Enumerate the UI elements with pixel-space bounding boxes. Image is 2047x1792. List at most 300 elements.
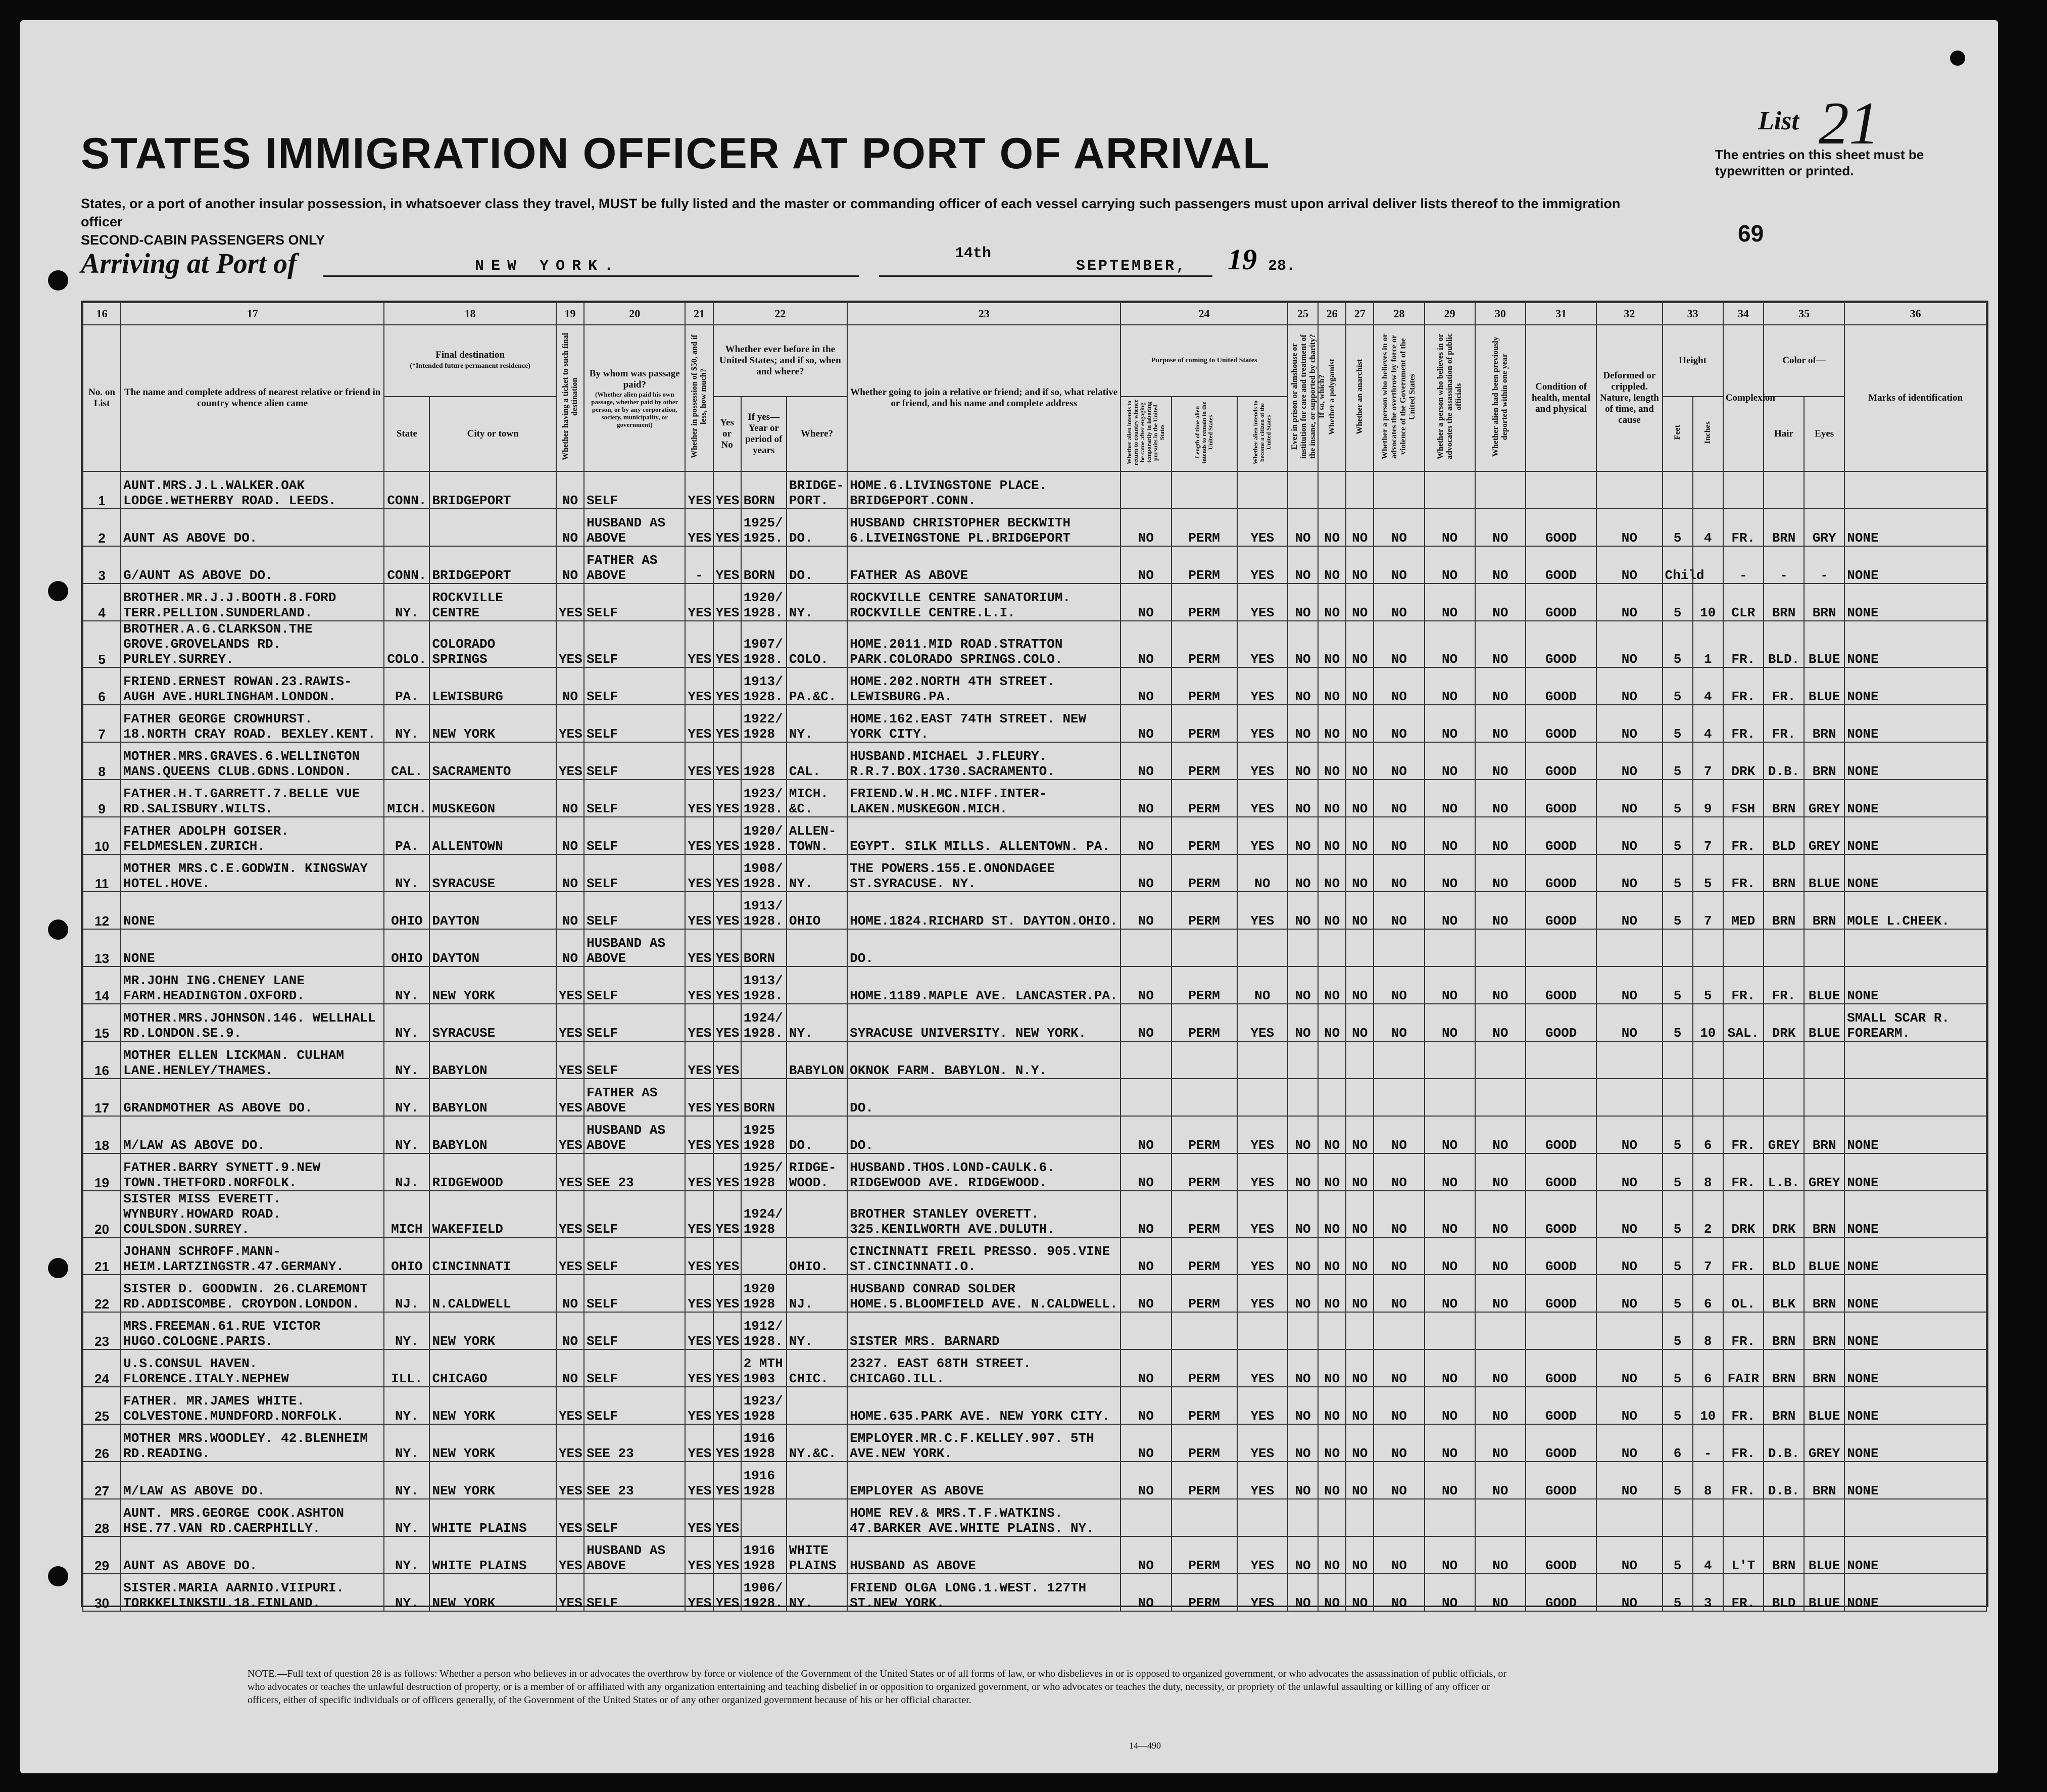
manifest-table [82, 302, 1987, 1612]
cell-relative: AUNT.MRS.J.L.WALKER.OAK LODGE.WETHERBY ROAD. LEEDS. [121, 471, 384, 509]
cell-fifty: - [685, 546, 713, 584]
table-row [83, 621, 1986, 667]
cell-relative: SISTER MISS EVERETT. WYNBURY.HOWARD ROAD. COULSDON.SURREY. [121, 1191, 384, 1237]
cell-passage: SELF [584, 780, 685, 817]
cell-eyes [1804, 471, 1844, 509]
cell-health: GOOD [1526, 1424, 1596, 1462]
cell-deport: NO [1475, 1191, 1526, 1237]
cell-ticket: NO [556, 1275, 584, 1312]
cell-deformed: NO [1596, 705, 1662, 742]
cell-where [787, 929, 847, 966]
cell-no: 9 [83, 780, 121, 817]
cell-years: 1913/ 1928. [741, 966, 787, 1004]
cell-where [787, 1387, 847, 1424]
cell-p_c: YES [1237, 1275, 1288, 1312]
cell-p_c: YES [1237, 621, 1288, 667]
cell-disb: NO [1425, 966, 1475, 1004]
cell-polyg: NO [1318, 817, 1346, 854]
header-hair: Hair [1764, 397, 1804, 471]
cell-no: 3 [83, 546, 121, 584]
cell-overth [1374, 471, 1424, 509]
cell-where [787, 1499, 847, 1536]
cell-marks: NONE [1844, 854, 1986, 892]
cell-deformed: NO [1596, 1574, 1662, 1611]
cell-city: ALLENTOWN [429, 817, 556, 854]
cell-city: NEW YORK [429, 966, 556, 1004]
cell-join: CINCINNATI FREIL PRESSO. 905.VINE ST.CINCINNATI.O. [847, 1237, 1120, 1275]
table-row [83, 1312, 1986, 1349]
cell-relative: MR.JOHN ING.CHENEY LANE FARM.HEADINGTON.OXFORD. [121, 966, 384, 1004]
cell-marks: NONE [1844, 1424, 1986, 1462]
instructions-line2: SECOND-CABIN PASSENGERS ONLY [81, 232, 325, 248]
cell-compl: OL. [1723, 1275, 1764, 1312]
cell-no: 6 [83, 667, 121, 705]
cell-p_c: YES [1237, 780, 1288, 817]
cell-yes: YES [713, 1349, 741, 1387]
purpose-length-label: Length of time alien intends to remain in the United States [1194, 402, 1214, 463]
cell-overth [1374, 1499, 1424, 1536]
cell-polyg: NO [1318, 1424, 1346, 1462]
cell-health: GOOD [1526, 1116, 1596, 1153]
cell-marks: NONE [1844, 667, 1986, 705]
cell-overth [1374, 1041, 1424, 1079]
cell-city: SACRAMENTO [429, 742, 556, 780]
cell-years: BORN [741, 471, 787, 509]
footnote: NOTE.—Full text of question 28 is as follows: Whether a person who believes in or advocates the overthrow by force or violence of the Government of the United States or of all forms of law, or who disbelieves in or is opposed to organized government, or who advocates the assassination of public officials, or who advocates or teaches the unlawful destruction of property, or is a member of or affiliated with any organization entertaining and teaching disbelief in or opposition to organized government, or who advocates or teaches the duty, necessity, or propriety of the unlawful assaulting or killing of any officer or officers, either of specific individuals or of officers generally, of the Government of the United States or of any other organized government because of his or her official character. [248, 1668, 1506, 1706]
cell-p_a: NO [1120, 584, 1171, 621]
cell-feet [1663, 471, 1693, 509]
cell-disb: NO [1425, 854, 1475, 892]
cell-p_c: YES [1237, 817, 1288, 854]
cell-p_b: PERM [1172, 1387, 1237, 1424]
cell-inches: 7 [1693, 817, 1723, 854]
cell-p_c: YES [1237, 1424, 1288, 1462]
arrival-year-suffix: 28. [1268, 258, 1296, 275]
cell-eyes: BRN [1804, 892, 1844, 929]
cell-polyg: NO [1318, 705, 1346, 742]
cell-prison: NO [1288, 1424, 1318, 1462]
cell-polyg: NO [1318, 1191, 1346, 1237]
cell-ticket: YES [556, 584, 584, 621]
cell-compl: FR. [1723, 1116, 1764, 1153]
cell-relative: FATHER.BARRY SYNETT.9.NEW TOWN.THETFORD.NORFOLK. [121, 1153, 384, 1191]
cell-city: BRIDGEPORT [429, 546, 556, 584]
cell-deport: NO [1475, 1004, 1526, 1041]
column-number: 16 [83, 303, 121, 325]
cell-eyes: GREY [1804, 1153, 1844, 1191]
cell-marks [1844, 1499, 1986, 1536]
anarchist-label: Whether an anarchist [1355, 359, 1364, 434]
cell-disb: NO [1425, 817, 1475, 854]
cell-deport: NO [1475, 546, 1526, 584]
table-row [83, 1499, 1986, 1536]
cell-ticket: NO [556, 546, 584, 584]
table-row [83, 546, 1986, 584]
table-row [83, 1237, 1986, 1275]
cell-years: 1923/ 1928 [741, 1387, 787, 1424]
cell-yes: YES [713, 1191, 741, 1237]
cell-p_a: NO [1120, 892, 1171, 929]
cell-anarch: NO [1346, 1004, 1374, 1041]
cell-passage: SELF [584, 1275, 685, 1312]
cell-polyg: NO [1318, 667, 1346, 705]
cell-disb: NO [1425, 705, 1475, 742]
table-row [83, 1424, 1986, 1462]
cell-eyes [1804, 1499, 1844, 1536]
cell-health: GOOD [1526, 854, 1596, 892]
arrival-year-prefix: 19 [1228, 243, 1257, 276]
column-number: 23 [847, 303, 1120, 325]
final-destination-note: (*Intended future permanent residence) [410, 362, 530, 370]
cell-disb: NO [1425, 1275, 1475, 1312]
cell-eyes: BLUE [1804, 1387, 1844, 1424]
cell-deport: NO [1475, 1536, 1526, 1574]
cell-no: 24 [83, 1349, 121, 1387]
cell-fifty: YES [685, 966, 713, 1004]
cell-fifty: YES [685, 1041, 713, 1079]
header-where: Where? [787, 397, 847, 471]
cell-anarch [1346, 1499, 1374, 1536]
cell-city: WAKEFIELD [429, 1191, 556, 1237]
cell-health: GOOD [1526, 892, 1596, 929]
cell-hair [1764, 929, 1804, 966]
cell-deport: NO [1475, 1387, 1526, 1424]
cell-feet [1663, 1041, 1693, 1079]
cell-p_b: PERM [1172, 1424, 1237, 1462]
cell-polyg: NO [1318, 1275, 1346, 1312]
cell-anarch [1346, 1312, 1374, 1349]
cell-yes: YES [713, 667, 741, 705]
cell-no: 13 [83, 929, 121, 966]
cell-prison [1288, 1312, 1318, 1349]
cell-p_a: NO [1120, 1462, 1171, 1499]
cell-health: GOOD [1526, 966, 1596, 1004]
cell-ticket: NO [556, 667, 584, 705]
cell-passage: HUSBAND AS ABOVE [584, 1116, 685, 1153]
cell-p_b: PERM [1172, 509, 1237, 546]
cell-city: RIDGEWOOD [429, 1153, 556, 1191]
cell-feet: 5 [1663, 892, 1693, 929]
cell-deport: NO [1475, 892, 1526, 929]
cell-hair [1764, 1499, 1804, 1536]
cell-deport: NO [1475, 584, 1526, 621]
header-marks: Marks of identification [1844, 325, 1986, 471]
cell-eyes: BRN [1804, 1312, 1844, 1349]
cell-polyg: NO [1318, 1237, 1346, 1275]
cell-passage: SELF [584, 1191, 685, 1237]
year-period-label: Year or period of years [745, 423, 783, 456]
cell-state: OHIO [384, 892, 429, 929]
cell-ticket: NO [556, 817, 584, 854]
cell-where: PA.&C. [787, 667, 847, 705]
cell-disb: NO [1425, 584, 1475, 621]
column-number: 22 [713, 303, 848, 325]
cell-yes: YES [713, 509, 741, 546]
cell-anarch: NO [1346, 1424, 1374, 1462]
cell-inches: 2 [1693, 1191, 1723, 1237]
cell-yes: YES [713, 892, 741, 929]
cell-anarch: NO [1346, 1237, 1374, 1275]
header-final-destination [384, 325, 556, 397]
cell-ticket: YES [556, 742, 584, 780]
cell-overth: NO [1374, 817, 1424, 854]
cell-join: FRIEND.W.H.MC.NIFF.INTER-LAKEN.MUSKEGON.MICH. [847, 780, 1120, 817]
cell-marks: NONE [1844, 1237, 1986, 1275]
header-health: Condition of health, mental and physical [1526, 325, 1596, 471]
cell-prison: NO [1288, 546, 1318, 584]
cell-anarch: NO [1346, 584, 1374, 621]
cell-p_c [1237, 1312, 1288, 1349]
cell-join: HOME.6.LIVINGSTONE PLACE. BRIDGEPORT.CONN. [847, 471, 1120, 509]
cell-ticket: NO [556, 780, 584, 817]
cell-deformed: NO [1596, 509, 1662, 546]
cell-deformed: NO [1596, 1462, 1662, 1499]
cell-health [1526, 471, 1596, 509]
cell-no: 27 [83, 1462, 121, 1499]
cell-state: NY. [384, 1424, 429, 1462]
cell-join: 2327. EAST 68TH STREET. CHICAGO.ILL. [847, 1349, 1120, 1387]
header-yes-no: Yes or No [713, 397, 741, 471]
header-anarchist [1346, 325, 1374, 471]
cell-compl: CLR [1723, 584, 1764, 621]
cell-state: OHIO [384, 929, 429, 966]
cell-relative: MRS.FREEMAN.61.RUE VICTOR HUGO.COLOGNE.PARIS. [121, 1312, 384, 1349]
cell-feet: 5 [1663, 1387, 1693, 1424]
cell-p_c: YES [1237, 546, 1288, 584]
cell-fifty: YES [685, 584, 713, 621]
cell-p_b: PERM [1172, 1004, 1237, 1041]
cell-join: HOME.635.PARK AVE. NEW YORK CITY. [847, 1387, 1120, 1424]
cell-feet: 5 [1663, 1349, 1693, 1387]
cell-eyes: GRY [1804, 509, 1844, 546]
cell-years [741, 1499, 787, 1536]
instructions [81, 195, 1647, 249]
cell-feet [1663, 1079, 1693, 1116]
cell-p_c [1237, 471, 1288, 509]
cell-passage: SELF [584, 621, 685, 667]
cell-eyes: BLUE [1804, 667, 1844, 705]
cell-health [1526, 1312, 1596, 1349]
cell-where: OHIO. [787, 1237, 847, 1275]
cell-p_b: PERM [1172, 1191, 1237, 1237]
cell-marks [1844, 1041, 1986, 1079]
table-row [83, 1462, 1986, 1499]
cell-deformed: NO [1596, 621, 1662, 667]
cell-ticket: YES [556, 1536, 584, 1574]
cell-join: HUSBAND CONRAD SOLDER HOME.5.BLOOMFIELD AVE. N.CALDWELL. [847, 1275, 1120, 1312]
cell-prison: NO [1288, 705, 1318, 742]
column-header-row [83, 325, 1986, 397]
table-row [83, 892, 1986, 929]
cell-polyg [1318, 929, 1346, 966]
cell-p_a: NO [1120, 1536, 1171, 1574]
column-number: 19 [556, 303, 584, 325]
cell-inches [1693, 1499, 1723, 1536]
cell-where: NY. [787, 1004, 847, 1041]
cell-prison: NO [1288, 1275, 1318, 1312]
cell-feet: 5 [1663, 509, 1693, 546]
cell-fifty: YES [685, 1153, 713, 1191]
cell-deformed: NO [1596, 854, 1662, 892]
column-number: 24 [1120, 303, 1288, 325]
cell-yes: YES [713, 546, 741, 584]
cell-join: HOME REV.& MRS.T.F.WATKINS. 47.BARKER AVE.WHITE PLAINS. NY. [847, 1499, 1120, 1536]
cell-marks: NONE [1844, 1387, 1986, 1424]
cell-deport: NO [1475, 966, 1526, 1004]
cell-overth: NO [1374, 1237, 1424, 1275]
cell-eyes: BLUE [1804, 1237, 1844, 1275]
cell-polyg [1318, 1041, 1346, 1079]
cell-deport: NO [1475, 1275, 1526, 1312]
cell-state: NY. [384, 1499, 429, 1536]
cell-feet: 5 [1663, 742, 1693, 780]
header-relative: The name and complete address of nearest relative or friend in country whence alien came [121, 325, 384, 471]
cell-marks: NONE [1844, 584, 1986, 621]
cell-hair: BRN [1764, 509, 1804, 546]
cell-fifty: YES [685, 854, 713, 892]
cell-health: GOOD [1526, 742, 1596, 780]
cell-ticket: NO [556, 509, 584, 546]
cell-compl: FR. [1723, 1462, 1764, 1499]
cell-p_c: NO [1237, 966, 1288, 1004]
cell-marks: NONE [1844, 1574, 1986, 1611]
header-purpose-citizen [1237, 397, 1288, 471]
cell-yes: YES [713, 621, 741, 667]
cell-ticket: YES [556, 1387, 584, 1424]
header-ticket [556, 325, 584, 471]
cell-hair: BLD [1764, 817, 1804, 854]
cell-deport [1475, 471, 1526, 509]
cell-join: EGYPT. SILK MILLS. ALLENTOWN. PA. [847, 817, 1120, 854]
cell-disb: NO [1425, 1387, 1475, 1424]
cell-relative: AUNT AS ABOVE DO. [121, 509, 384, 546]
cell-prison: NO [1288, 1574, 1318, 1611]
cell-hair: BLD [1764, 1574, 1804, 1611]
cell-p_c: YES [1237, 1191, 1288, 1237]
cell-p_b: PERM [1172, 892, 1237, 929]
cell-city: ROCKVILLE CENTRE [429, 584, 556, 621]
cell-health: GOOD [1526, 817, 1596, 854]
cell-deformed [1596, 1312, 1662, 1349]
cell-health: GOOD [1526, 1349, 1596, 1387]
prison-label: Ever in prison or almshouse or institution for care and treatment of the insane, or supported by charity? If so, which? [1290, 334, 1326, 459]
cell-relative: AUNT AS ABOVE DO. [121, 1536, 384, 1574]
header-city: City or town [429, 397, 556, 471]
cell-relative: JOHANN SCHROFF.MANN-HEIM.LARTZINGSTR.47.GERMANY. [121, 1237, 384, 1275]
cell-fifty: YES [685, 1237, 713, 1275]
cell-overth: NO [1374, 966, 1424, 1004]
cell-p_a: NO [1120, 667, 1171, 705]
header-no-on-list: No. on List [83, 325, 121, 471]
cell-city: BABYLON [429, 1079, 556, 1116]
cell-p_c: YES [1237, 1004, 1288, 1041]
cell-deformed: NO [1596, 1191, 1662, 1237]
column-number: 25 [1288, 303, 1318, 325]
cell-polyg: NO [1318, 584, 1346, 621]
cell-disb: NO [1425, 1116, 1475, 1153]
cell-relative: MOTHER ELLEN LICKMAN. CULHAM LANE.HENLEY/THAMES. [121, 1041, 384, 1079]
cell-join: EMPLOYER.MR.C.F.KELLEY.907. 5TH AVE.NEW YORK. [847, 1424, 1120, 1462]
cell-state: NY. [384, 1536, 429, 1574]
cell-no: 28 [83, 1499, 121, 1536]
cell-hair: D.B. [1764, 1462, 1804, 1499]
cell-join: EMPLOYER AS ABOVE [847, 1462, 1120, 1499]
cell-anarch [1346, 1079, 1374, 1116]
cell-p_a: NO [1120, 854, 1171, 892]
cell-fifty: YES [685, 1387, 713, 1424]
cell-inches [1693, 929, 1723, 966]
cell-city: NEW YORK [429, 1424, 556, 1462]
cell-health: GOOD [1526, 705, 1596, 742]
final-destination-label: Final destination [435, 350, 505, 360]
cell-p_c [1237, 1079, 1288, 1116]
page-number: 69 [1738, 220, 1764, 247]
column-number: 34 [1723, 303, 1764, 325]
cell-eyes: BRN [1804, 1275, 1844, 1312]
cell-years: 1906/ 1928. [741, 1574, 787, 1611]
cell-where [787, 966, 847, 1004]
cell-no: 4 [83, 584, 121, 621]
cell-marks: NONE [1844, 1191, 1986, 1237]
cell-polyg [1318, 1079, 1346, 1116]
cell-p_a: NO [1120, 1153, 1171, 1191]
cell-city: NEW YORK [429, 705, 556, 742]
punch-hole [48, 1258, 68, 1278]
cell-relative: FATHER ADOLPH GOISER. FELDMESLEN.ZURICH. [121, 817, 384, 854]
cell-relative: BROTHER.A.G.CLARKSON.THE GROVE.GROVELANDS RD. PURLEY.SURREY. [121, 621, 384, 667]
cell-years [741, 1237, 787, 1275]
cell-marks [1844, 929, 1986, 966]
manifest-table-frame [81, 301, 1988, 1611]
cell-where: OHIO [787, 892, 847, 929]
cell-anarch: NO [1346, 1536, 1374, 1574]
cell-deport [1475, 929, 1526, 966]
header-complexion: Complexion [1723, 325, 1764, 471]
cell-overth: NO [1374, 667, 1424, 705]
cell-p_c [1237, 1499, 1288, 1536]
cell-deformed: NO [1596, 1536, 1662, 1574]
overthrow-label: Whether a person who believes in or advocates the overthrow by force or violence of the Government of the United States [1381, 333, 1417, 460]
cell-yes: YES [713, 1041, 741, 1079]
cell-no: 14 [83, 966, 121, 1004]
cell-eyes: - [1804, 546, 1844, 584]
cell-eyes [1804, 1041, 1844, 1079]
cell-overth: NO [1374, 1574, 1424, 1611]
cell-p_b: PERM [1172, 705, 1237, 742]
cell-fifty: YES [685, 1349, 713, 1387]
cell-inches: 10 [1693, 584, 1723, 621]
cell-compl [1723, 1499, 1764, 1536]
cell-deformed [1596, 1041, 1662, 1079]
cell-join: FRIEND OLGA LONG.1.WEST. 127TH ST.NEW YORK. [847, 1574, 1120, 1611]
cell-compl: FAIR [1723, 1349, 1764, 1387]
cell-polyg [1318, 1312, 1346, 1349]
cell-hair: BRN [1764, 1312, 1804, 1349]
cell-where: CAL. [787, 742, 847, 780]
cell-disb: NO [1425, 1004, 1475, 1041]
cell-deformed: NO [1596, 1116, 1662, 1153]
cell-eyes: BRN [1804, 742, 1844, 780]
cell-health: GOOD [1526, 1462, 1596, 1499]
cell-where: COLO. [787, 621, 847, 667]
cell-marks: NONE [1844, 1153, 1986, 1191]
cell-marks [1844, 1079, 1986, 1116]
cell-join: BROTHER STANLEY OVERETT. 325.KENILWORTH AVE.DULUTH. [847, 1191, 1120, 1237]
cell-deformed [1596, 471, 1662, 509]
cell-where: DO. [787, 546, 847, 584]
cell-where: NY. [787, 1312, 847, 1349]
cell-yes: YES [713, 966, 741, 1004]
